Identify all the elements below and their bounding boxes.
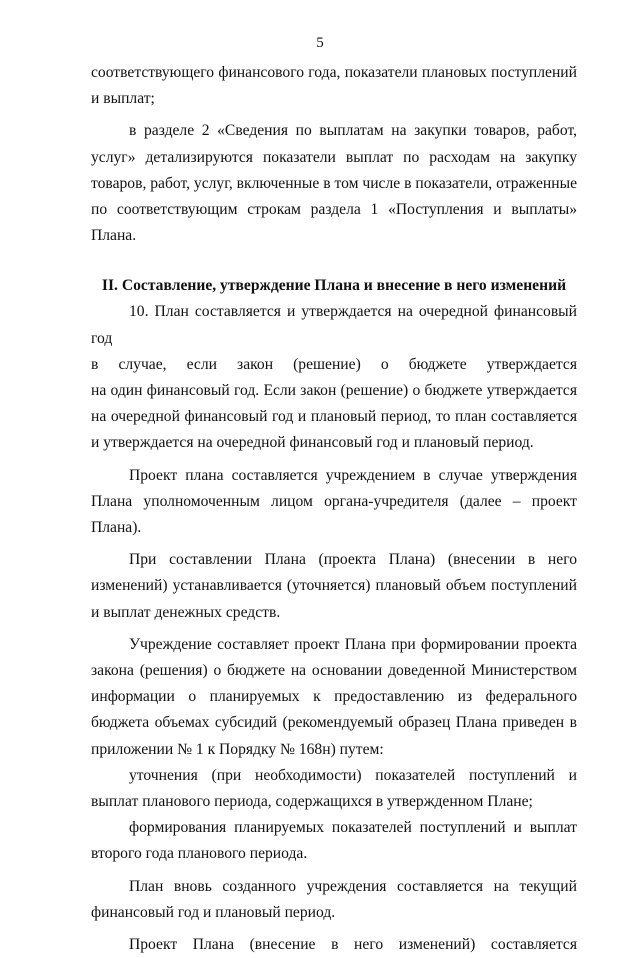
paragraph: соответствующего финансового года, показатели плановых поступлений и выплат; <box>91 64 577 108</box>
paragraph-line: 10. План составляется и утверждается на очередной финансовый год <box>91 303 577 347</box>
paragraph: формирования планируемых показателей поступлений и выплат второго года планового периода. <box>91 819 577 863</box>
paragraph: в разделе 2 «Сведения по выплатам на закупки товаров, работ, услуг» детализируются показатели выплат по расходам на закупку товаров, работ, услуг, включенные в том числе в показатели, отраженные по соответствующим строкам раздела 1 «Поступления и выплаты» Плана. <box>91 122 577 245</box>
section-heading: II. Составление, утверждение Плана и внесение в него изменений <box>101 277 567 295</box>
document-body <box>91 60 577 958</box>
paragraph: План вновь созданного учреждения составляется на текущий финансовый год и плановый период. <box>91 877 577 921</box>
paragraph: При составлении Плана (проекта Плана) (внесении в него изменений) устанавливается (уточняется) плановый объем поступлений и выплат денежных средств. <box>91 551 577 621</box>
page-number: 5 <box>316 35 324 51</box>
paragraph-line: в случае, если закон (решение) о бюджете утверждается <box>91 355 577 373</box>
paragraph: Проект плана составляется учреждением в случае утверждения Плана уполномоченным лицом органа-учредителя (далее – проект Плана). <box>91 466 577 537</box>
paragraph: на один финансовый год. Если закон (решение) о бюджете утверждается на очередной финансовый год и плановый период, то план составляется и утверждается на очередной финансовый год и плановый период. <box>91 382 577 452</box>
paragraph: уточнения (при необходимости) показателей поступлений и выплат планового периода, содержащихся в утвержденном Плане; <box>91 766 577 811</box>
paragraph: Проект Плана (внесение в него изменений) составляется <box>129 936 577 954</box>
paragraph: Учреждение составляет проект Плана при формировании проекта закона (решения) о бюджете на основании доведенной Министерством информации о планируемых к предоставлению из федерального бюджета объемах субсидий (рекомендуемый образец Плана приведен в приложении № 1 к Порядку № 168н) путем: <box>91 635 577 758</box>
